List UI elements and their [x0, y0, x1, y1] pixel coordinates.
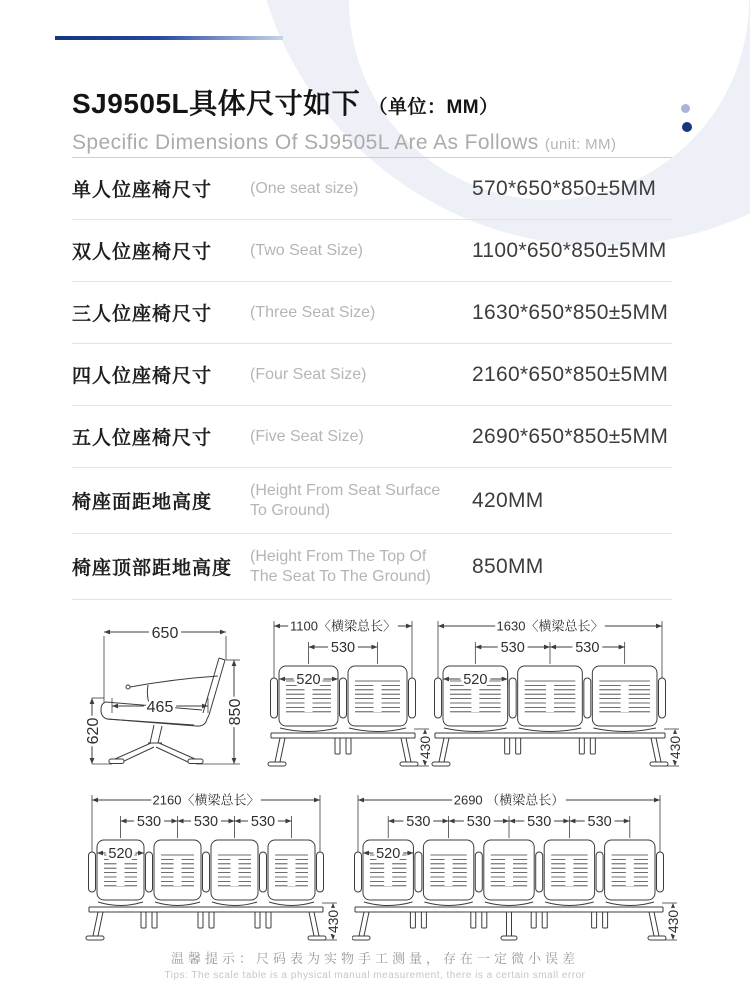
decorative-dot-dark [682, 122, 692, 132]
row-label-en: (Height From The Top Of The Seat To The Ground) [250, 547, 431, 585]
row-label-en: (Four Seat Size) [250, 365, 367, 383]
tip-text-cn: 温馨提示：尺码表为实物手工测量，存在一定微小误差 [170, 951, 579, 966]
row-label-en: (Two Seat Size) [250, 241, 363, 259]
row-label-en: (One seat size) [250, 179, 359, 197]
dimension-label: 430 [417, 735, 434, 760]
dimension-label: 850 [226, 698, 244, 726]
row-label-cn: 双人位座椅尺寸 [72, 242, 213, 263]
four-seat-front-diagram [84, 790, 342, 952]
row-value: 1630*650*850±5MM [472, 300, 669, 324]
row-value: 2690*650*850±5MM [472, 424, 669, 448]
header [72, 82, 616, 155]
dimension-label: 530 [587, 814, 612, 831]
row-label-cn: 椅座面距地高度 [72, 492, 213, 513]
single-seat-side-diagram [68, 616, 258, 778]
dimension-label: 430 [325, 909, 342, 934]
dimension-label: 530 [466, 814, 491, 831]
dimension-label: 520 [463, 672, 488, 689]
dimension-label: 530 [330, 640, 356, 657]
subtitle-unit: (unit: MM) [544, 136, 617, 153]
three-seat-front-diagram [428, 616, 684, 778]
row-label-en: (Five Seat Size) [250, 427, 364, 445]
dimension-label: 2690 （横梁总长） [453, 792, 565, 808]
dimension-label: 520 [108, 846, 133, 863]
row-value: 850MM [472, 554, 544, 578]
accent-bar [55, 36, 283, 40]
page-subtitle [72, 131, 616, 155]
row-value: 1100*650*850±5MM [472, 238, 667, 262]
dimension-label: 620 [84, 717, 102, 745]
table-row [72, 406, 672, 468]
page-title [72, 82, 616, 122]
three-seat-front-diagram-svg [428, 616, 684, 778]
dimension-label: 530 [500, 640, 525, 657]
row-label-cn: 单人位座椅尺寸 [72, 180, 213, 201]
row-label-cn: 三人位座椅尺寸 [72, 304, 213, 325]
four-seat-front-diagram-svg [84, 790, 342, 952]
title-unit: （单位：MM） [368, 97, 499, 118]
dimension-label: 650 [151, 624, 179, 642]
two-seat-front-diagram-svg [258, 616, 434, 778]
dimension-label: 1100〈横梁总长〉 [290, 618, 396, 634]
dimension-label: 530 [193, 814, 219, 831]
dimension-label: 520 [296, 672, 321, 689]
row-label-cn: 椅座顶部距地高度 [72, 558, 233, 579]
row-label-cn: 四人位座椅尺寸 [72, 366, 213, 387]
table-row [72, 534, 672, 600]
dimension-label: 520 [376, 846, 401, 863]
dimension-label: 530 [136, 814, 162, 831]
single-seat-side-diagram-svg [68, 616, 258, 778]
dimension-label: 530 [250, 814, 276, 831]
two-seat-front-diagram [258, 616, 434, 778]
dimension-label: 530 [406, 814, 431, 831]
five-seat-front-diagram [352, 790, 682, 952]
row-label-en: (Three Seat Size) [250, 303, 376, 321]
dimension-label: 530 [527, 814, 552, 831]
dimension-label: 1630〈横梁总长〉 [496, 618, 604, 634]
subtitle-text: Specific Dimensions Of SJ9505L Are As Follows [72, 131, 539, 154]
five-seat-front-diagram-svg [352, 790, 682, 952]
row-label-en: (Height From Seat Surface To Ground) [250, 481, 441, 519]
table-row [72, 220, 672, 282]
decorative-dot-light [681, 104, 690, 113]
dimension-label: 2160〈横梁总长〉 [152, 792, 260, 808]
row-value: 2160*650*850±5MM [472, 362, 669, 386]
row-value: 420MM [472, 488, 544, 512]
table-row [72, 344, 672, 406]
dimension-label: 430 [665, 909, 682, 934]
row-label-cn: 五人位座椅尺寸 [72, 428, 213, 449]
table-row [72, 282, 672, 344]
dimension-label: 465 [146, 698, 174, 716]
tip-text-en: Tips: The scale table is a physical manual measurement, there is a certain small error [164, 970, 586, 981]
dimension-label: 530 [575, 640, 600, 657]
footer [0, 948, 750, 981]
table-row [72, 468, 672, 534]
spec-table [72, 157, 672, 600]
table-row [72, 158, 672, 220]
title-text: SJ9505L具体尺寸如下 [72, 88, 361, 119]
dimension-label: 430 [667, 735, 684, 760]
row-value: 570*650*850±5MM [472, 176, 657, 200]
